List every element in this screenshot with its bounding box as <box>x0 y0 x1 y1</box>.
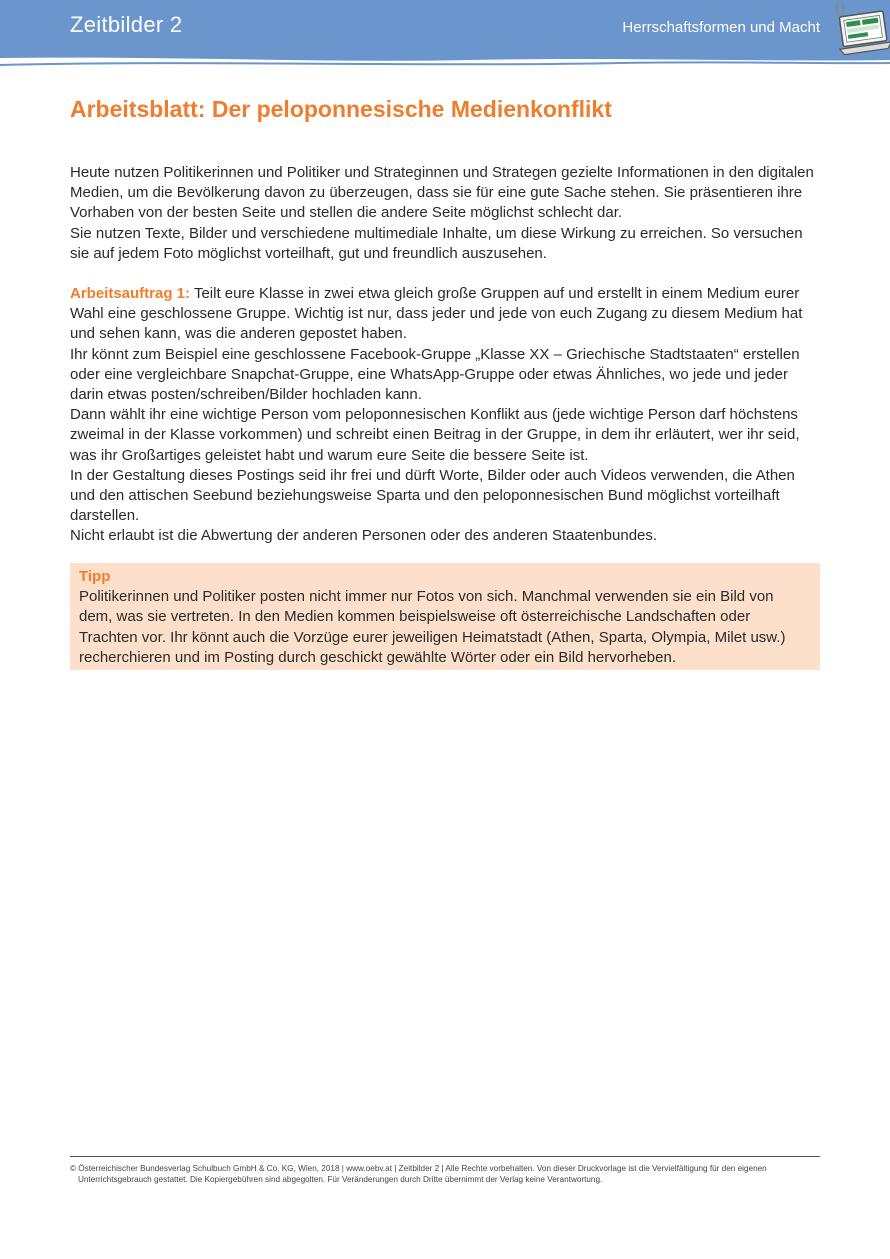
page-header <box>0 0 890 68</box>
task-label: Arbeitsauftrag 1: <box>70 285 191 302</box>
footer-line-1: © Österreichischer Bundesverlag Schulbuch GmbH & Co. KG, Wien, 2018 | www.oebv.at | Zeitbilder 2 | Alle Rechte vorbehalten. Von dieser Druckvorlage ist die Vervielfältigung für den eigenen <box>70 1164 767 1173</box>
task-paragraph: In der Gestaltung dieses Postings seid ihr frei und dürft Worte, Bilder oder auch Videos verwenden, die Athen und den attischen Seebund beziehungsweise Sparta und den peloponnesischen Bund möglichst vorteilhaft darstellen. <box>70 466 795 525</box>
task-section <box>70 284 822 547</box>
task-paragraph: Dann wählt ihr eine wichtige Person vom peloponnesischen Konflikt aus (jede wichtige Person darf höchstens zweimal in der Klasse vorkommen) und schreibt einen Beitrag in der Gruppe, in dem ihr erläutert, wer ihr seid, was ihr Großartiges geleistet habt und warum eure Seite die bessere Seite ist. <box>70 406 800 464</box>
footer-line-2: Unterrichtsgebrauch gestattet. Die Kopiergebühren sind abgegolten. Für Veränderungen durch Dritte übernimmt der Verlag keine Verantwortung. <box>78 1175 603 1184</box>
tip-box <box>70 563 820 670</box>
intro-paragraph: Sie nutzen Texte, Bilder und verschiedene multimediale Inhalte, um diese Wirkung zu erreichen. So versuchen sie auf jedem Foto möglichst vorteilhaft, gut und freundlich auszusehen. <box>70 224 803 262</box>
tip-heading: Tipp <box>79 568 111 585</box>
chapter-topic: Herrschaftsformen und Macht <box>622 19 820 36</box>
laptop-icon <box>832 0 890 62</box>
task-paragraph <box>70 284 822 345</box>
brand-title: Zeitbilder 2 <box>70 12 183 37</box>
page-title: Arbeitsblatt: Der peloponnesische Medienkonflikt <box>70 96 612 122</box>
task-first-text: Teilt eure Klasse in zwei etwa gleich große Gruppen auf und erstellt in einem Medium eurer Wahl eine geschlossene Gruppe. Wichtig ist nur, dass jeder und jede von euch Zugang zu diesem Medium hat und sehen kann, was die anderen gepostet haben. <box>70 285 803 343</box>
task-paragraph: Ihr könnt zum Beispiel eine geschlossene Facebook-Gruppe „Klasse XX – Griechische Stadtstaaten“ erstellen oder eine vergleichbare Snapchat-Gruppe, eine WhatsApp-Gruppe oder etwas Ähnliches, wo jede und jeder darin etwas posten/schreiben/Bilder hochladen kann. <box>70 345 800 404</box>
footer-divider <box>70 1156 820 1157</box>
tip-text: Politikerinnen und Politiker posten nicht immer nur Fotos von sich. Manchmal verwenden sie ein Bild von dem, was sie vertreten. In den Medien kommen beispielsweise oft österreichische Landschaften oder Trachten vor. Ihr könnt auch die Vorzüge eurer jeweiligen Heimatstadt (Athen, Sparta, Olympia, Milet usw.) recherchieren und im Posting durch geschickt gewählte Wörter oder ein Bild hervorheben. <box>79 588 786 666</box>
task-paragraph: Nicht erlaubt ist die Abwertung der anderen Personen oder des anderen Staatenbundes. <box>70 527 658 545</box>
intro-text <box>70 163 822 264</box>
copyright-footer <box>70 1163 820 1185</box>
intro-paragraph: Heute nutzen Politikerinnen und Politiker und Strateginnen und Strategen gezielte Informationen in den digitalen Medien, um die Bevölkerung davon zu überzeugen, dass sie für eine gute Sache stehen. Sie präsentieren ihre Vorhaben von der besten Seite und stellen die andere Seite möglichst schlecht dar. <box>70 164 814 222</box>
